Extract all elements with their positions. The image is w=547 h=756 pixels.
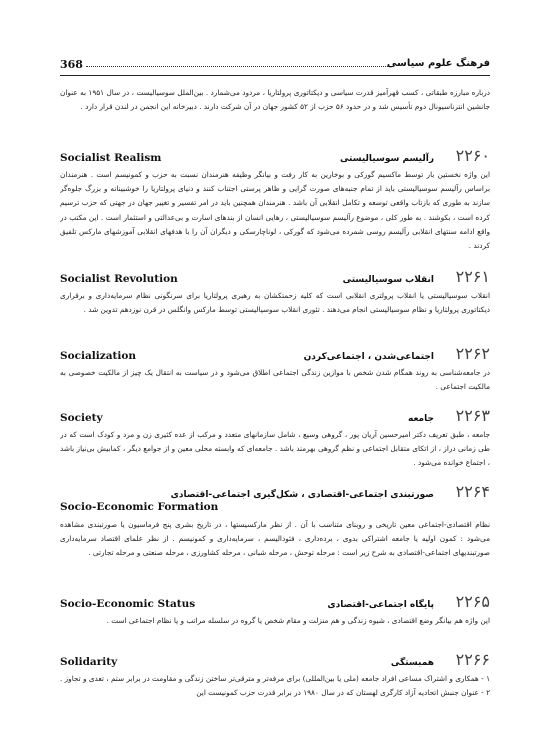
entry-number: ۲۲۶۶: [455, 650, 490, 669]
entry-socio-economic-status: [60, 592, 490, 644]
entry-body: جامعه ، طبق تعریف دکتر امیرحسین آریان پور ، گروهی وسیع ، شامل سازمانهای متعدد و مرکب از عده کثیری زن و مرد و کودک است که در طی زمانی دراز ، از اتکای متقابل اجتماعی و نظم گروهی بهرمند باشد . جامعه‌ای که وابسته محلی معین و از جوامع دیگر ، کمابیش بی‌نیاز باشد ، اجتماع خوانده می‌شود .: [60, 430, 490, 468]
intro-paragraph: درباره مبارزه طبقاتی ، کسب قهرآمیز قدرت سیاسی و دیکتاتوری پرولتاریا ، مردود می‌شمارد . بین‌الملل سوسیالیست ، در سال ۱۹۵۱ به عنوان جانشین انترناسیونال دوم تأسیس شد و در حدود ۵۶ حزب از ۵۲ کشور جهان در آن شرکت دارند . دبیرخانه این انجمن در لندن قرار دارد .: [60, 88, 490, 112]
entry-solidarity: [60, 650, 490, 716]
entry-title-fa: همبستگی: [390, 658, 434, 668]
entry-number: ۲۲۶۰: [455, 146, 490, 165]
entry-body: در جامعه‌شناسی به روند همگام شدن شخص با موازین زندگی اجتماعی اطلاق می‌شود و در سیاست به انتقال یک چیز از مالکیت خصوصی به مالکیت اجتماعی .: [60, 368, 490, 392]
entry-title-en: Socialist Revolution: [60, 273, 178, 285]
entry-title-fa: رآلیسم سوسیالیستی: [339, 154, 434, 164]
entry-number: ۲۲۶۵: [455, 592, 490, 611]
entry-number: ۲۲۶۱: [455, 267, 490, 286]
entry-number: ۲۲۶۳: [455, 406, 490, 425]
page-header: [60, 58, 490, 74]
entry-title-en: Solidarity: [60, 656, 118, 668]
entry-title-fa: انقلاب سوسیالیستی: [342, 275, 434, 285]
entry-title-fa: پایگاه اجتماعی-اقتصادی: [327, 600, 434, 610]
entry-body: ۱ - همکاری و اشتراک مساعی افراد جامعه (ملی یا بین‌المللی) برای مرفه‌تر و مترقی‌تر ساختن زندگی و مقاومت در برابر ستم ، تعدی و تجاوز . ۲ - عنوان جنبش اتحادیه آزاد کارگری لهستان که در سال ۱۹۸۰ در برابر قدرت حزب کمونیست این: [60, 674, 490, 698]
entry-socialist-revolution: [60, 267, 490, 333]
page-number: 368: [60, 58, 83, 71]
entry-title-en: Socialization: [60, 350, 136, 362]
entry-title-en: Socialist Realism: [60, 152, 162, 164]
entry-socio-economic-formation: [60, 482, 490, 588]
entry-title-en: Society: [60, 412, 103, 424]
entry-socialization: [60, 344, 490, 396]
entry-body: این واژه نخستین بار توسط ماکسیم گورکی و بوخارین به کار رفت و بیانگر وظیفه هنرمندان نسبت به حزب و کمونیسم است . هنرمندان براساس رآلیسم سوسیالیستی باید از تمام جنبه‌های صورت گرایی و ظاهر پرستی اجتناب کنند و دنیای پرولتاریا را خوشبینانه و بزرگ جلوه‌گر سازند به طوری که بازتاب واقعی توسعه و تکامل انقلابی آن باشد . هنرمندان همچنین باید در امر تفسیر و تغییر جهان در جهتی که حزب ترسیم کرده است ، بکوشند . به طور کلی ، موضوع رآلیسم سوسیالیستی ، رهایی انسان از بندهای اسارت و بی‌عدالتی و استثمار است . این مکتب در واقع ادامه سنتهای انقلابی رآلیسم روسی شمرده می‌شود که گورکی ، لوناچارسکی و دیگران آن را با هدفهای انقلابی آموزشهای مارکس تلفیق کردند .: [60, 170, 490, 251]
entry-body: این واژه هم بیانگر وضع اقتصادی ، شیوه زندگی و هم منزلت و مقام شخص یا گروه در سلسله مراتب و یا نظام اجتماعی است .: [106, 616, 490, 625]
entry-title-fa: جامعه: [408, 414, 434, 424]
entry-number: ۲۲۶۲: [455, 344, 490, 363]
entry-title-en: Socio-Economic Formation: [60, 501, 219, 513]
entry-society: [60, 406, 490, 474]
header-leader-dots: [86, 66, 390, 67]
running-title: فرهنگ علوم سیاسی: [386, 58, 490, 69]
entry-title-en: Socio-Economic Status: [60, 598, 196, 610]
entry-socialist-realism: [60, 146, 490, 262]
header-rule: [60, 75, 490, 76]
entry-body: نظام اقتصادی-اجتماعی معین تاریخی و روبنای متناسب با آن . از نظر مارکسیستها ، در تاریخ بشری پنج فرماسیون یا صورتبندی مشاهده می‌شود : کمون اولیه یا جامعه اشتراکی بدوی ، برده‌داری ، فئودالیسم ، سرمایه‌داری و کمونیسم . از نظر علمای اقتصاد سرمایه‌داری صورتبندیهای اجتماعی-اقتصادی به شرح زیر است : مرحله توحش ، مرحله شبانی ، مرحله کشاورزی ، مرحله صنعتی و مرحله تجارتی .: [60, 520, 490, 558]
entry-title-fa: صورتبندی اجتماعی-اقتصادی ، شکل‌گیری اجتماعی-اقتصادی: [170, 490, 434, 500]
entry-number: ۲۲۶۴: [455, 482, 490, 501]
entry-title-fa: اجتماعی‌شدن ، اجتماعی‌کردن: [303, 352, 434, 362]
entry-body: انقلاب سوسیالیستی یا انقلاب پرولتری انقلابی است که کلیه زحمتکشان به رهبری پرولتاریا برای سرنگونی نظام سرمایه‌داری و برقراری دیکتاتوری پرولتاریا و نظام سوسیالیستی انجام می‌دهند . تئوری انقلاب سوسیالیستی توسط مارکس وانگلس در قرن نوزدهم تدوین شد .: [60, 291, 490, 315]
